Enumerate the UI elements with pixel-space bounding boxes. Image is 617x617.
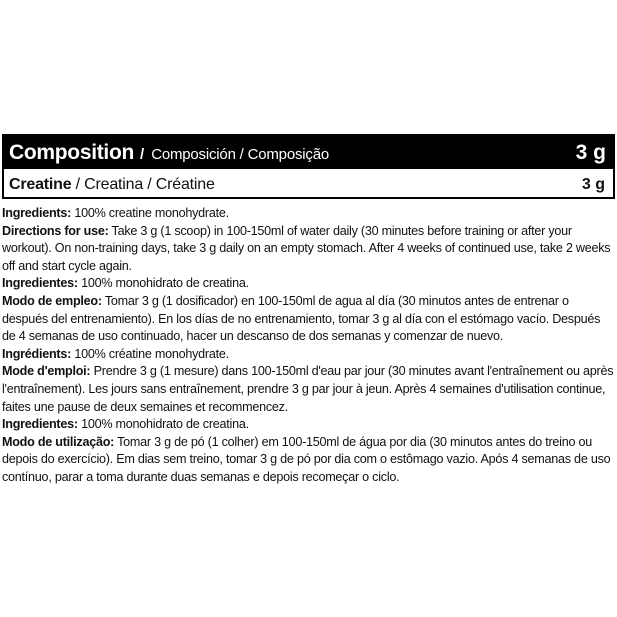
title-separator: / [140, 145, 145, 163]
directions-en [2, 223, 615, 276]
ingredients-en [2, 205, 615, 223]
composition-table [2, 134, 615, 199]
paragraph-label: Ingredientes: [2, 276, 78, 291]
ingredients-fr [2, 346, 615, 364]
paragraph-label: Modo de empleo: [2, 293, 102, 308]
paragraph-text: 100% créatine monohydrate. [71, 346, 229, 361]
creatine-name: Creatine [9, 175, 72, 193]
composition-title: Composition [9, 140, 135, 164]
creatine-amount: 3 g [581, 175, 605, 193]
paragraph-text: Tomar 3 g de pó (1 colher) em 100-150ml de água por dia (30 minutos antes do treino ou depois do exercício). Em dias sem treino, tomar 3 g de pó por dia com o estômago vazio. Após 4 semanas de uso contínuo, parar a toma durante duas semanas e depois recomeçar o ciclo. [2, 434, 611, 484]
paragraph-label: Directions for use: [2, 223, 109, 238]
composition-subtitle: Composición / Composição [151, 145, 329, 163]
creatine-row [4, 172, 613, 197]
creatine-label [9, 176, 215, 194]
directions-fr [2, 363, 615, 416]
paragraph-text: 100% monohidrato de creatina. [77, 417, 249, 432]
paragraph-text: 100% creatine monohydrate. [71, 206, 229, 220]
paragraph-text: Take 3 g (1 scoop) in 100-150ml of water daily (30 minutes before training or after your workout). On non-training days, take 3 g daily on an empty stomach. After 4 weeks of continued use, take 2 weeks off and start cycle again. [2, 223, 611, 273]
ingredients-pt [2, 416, 615, 434]
paragraph-label: Ingredientes: [2, 417, 78, 432]
paragraph-label: Ingredients: [2, 206, 72, 220]
paragraph-label: Modo de utilização: [2, 434, 115, 449]
header-left [9, 141, 329, 165]
directions-es [2, 293, 615, 346]
paragraph-label: Ingrédients: [2, 346, 72, 361]
directions-pt [2, 434, 615, 487]
paragraph-label: Mode d'emploi: [2, 364, 91, 379]
instructions-text [2, 205, 615, 487]
paragraph-text: Prendre 3 g (1 mesure) dans 100-150ml d'eau par jour (30 minutes avant l'entraînement ou après l'entraînement). Les jours sans entraînement, prendre 3 g par jour à jeun. Après 4 semaines d'utilisation continue, faites une pause de deux semaines et recommencez. [2, 364, 614, 414]
composition-header [4, 136, 613, 169]
creatine-translations: / Creatina / Créatine [71, 175, 215, 193]
paragraph-text: 100% monohidrato de creatina. [77, 276, 249, 291]
ingredients-es [2, 275, 615, 293]
paragraph-text: Tomar 3 g (1 dosificador) en 100-150ml de agua al día (30 minutos antes de entrenar o después del entrenamiento). En los días de no entrenamiento, tomar 3 g al día con el estómago vacío. Después de 4 semanas de uso continuado, hacer un descanso de dos semanas y comenzar de nuevo. [2, 293, 601, 344]
serving-amount: 3 g [575, 140, 606, 164]
